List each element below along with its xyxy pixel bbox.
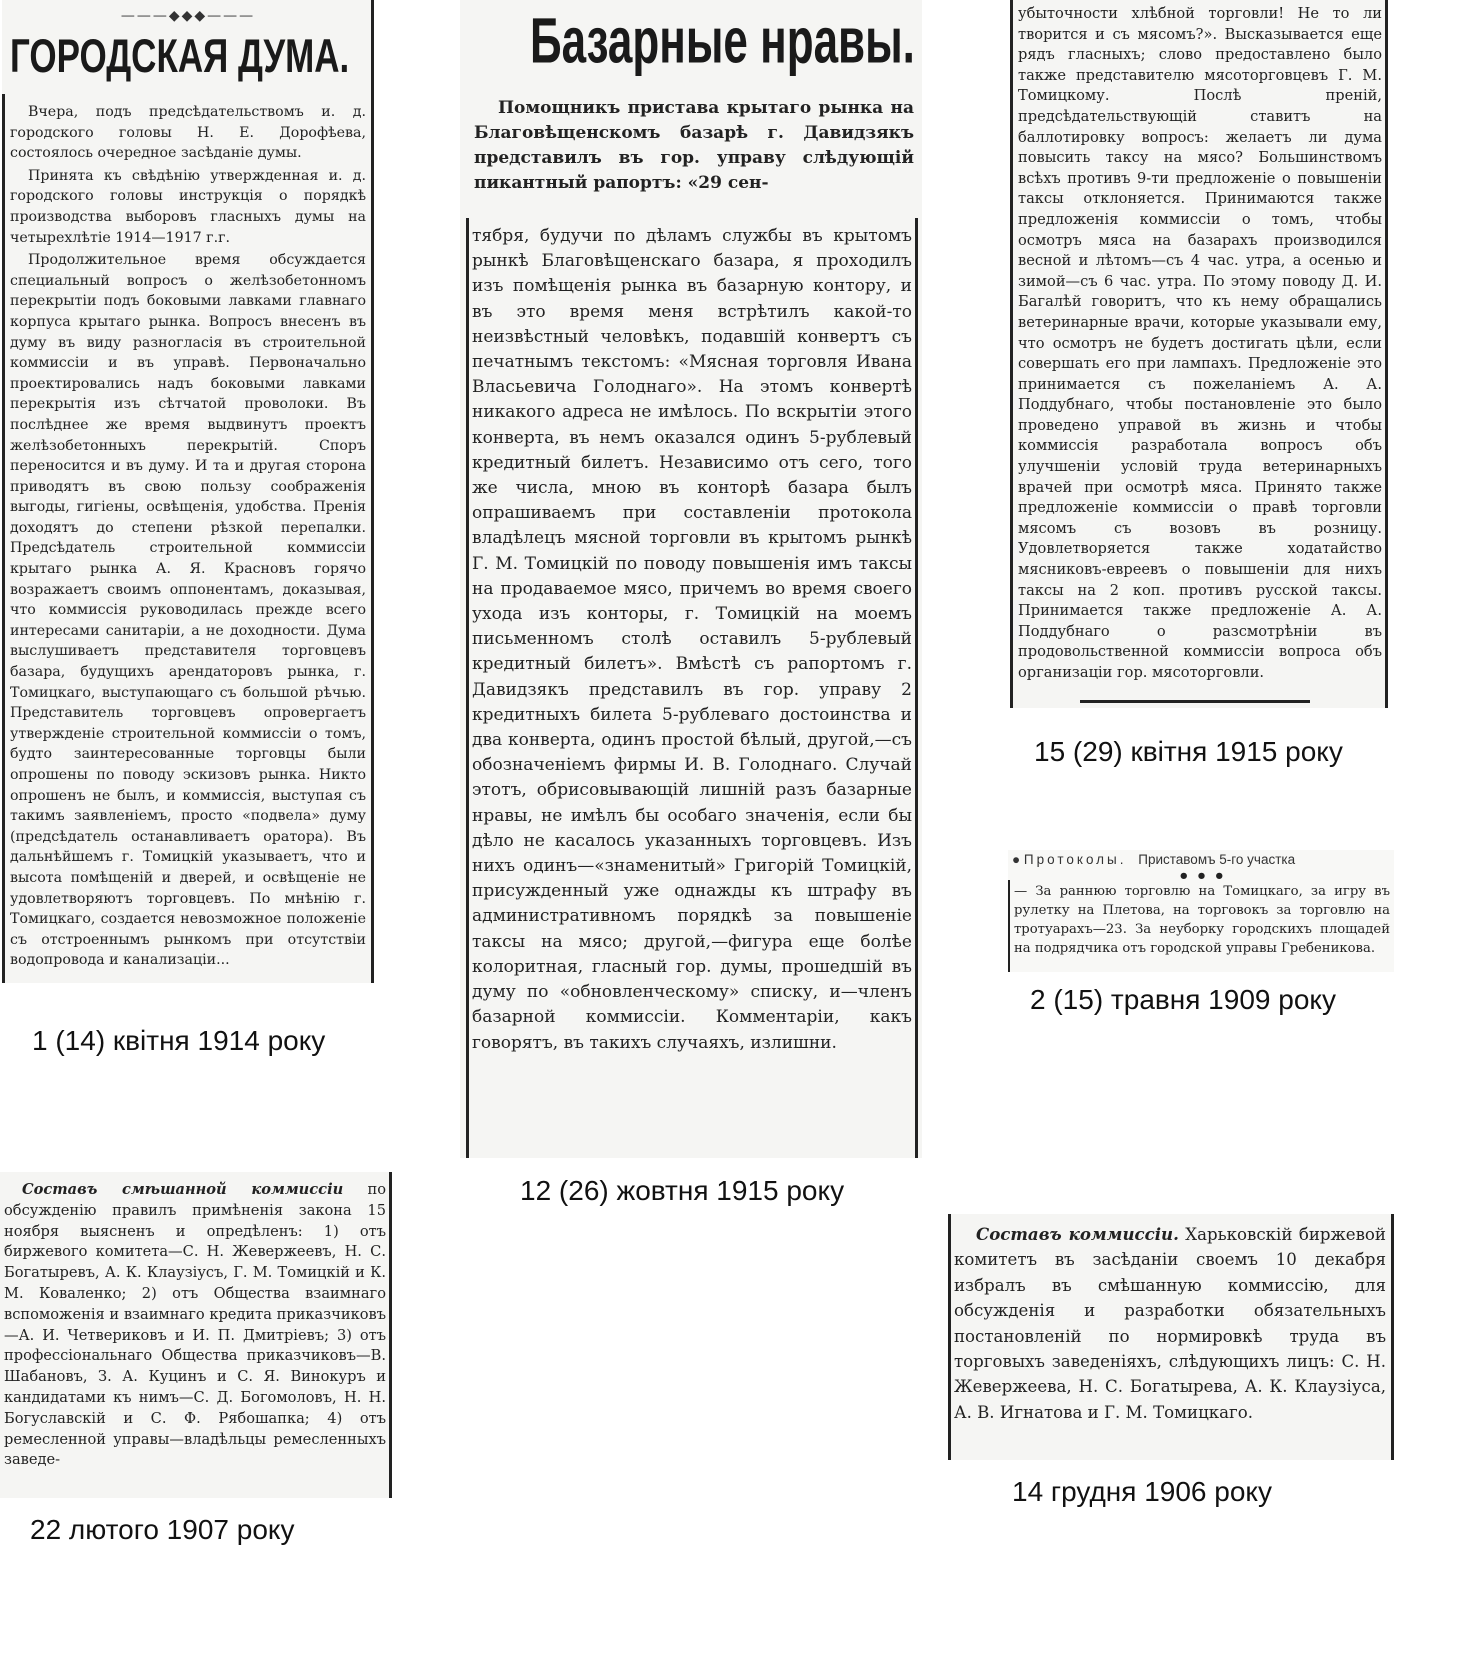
column-rule: [1391, 1214, 1394, 1460]
lead-paragraph: Помощникъ пристава крытаго рынка на Благовѣщенскомъ базарѣ г. Давидзякъ представилъ въ гор. управу слѣдующій пикантный рапортъ: «29 сен-: [474, 98, 914, 193]
clipping-heading: ГОРОДСКАЯ ДУМА.: [10, 30, 350, 83]
paragraph: Вчера, подъ предсѣдательствомъ и. д. городского головы Н. Е. Дорофѣева, состоялось очередное засѣданіе думы.: [10, 104, 366, 162]
clipping-meat-tax: [1010, 0, 1388, 708]
clipping-protocols: [1008, 850, 1394, 972]
column-rule: [466, 218, 469, 1158]
date-caption: 14 грудня 1906 року: [1012, 1476, 1272, 1507]
column-rule: [2, 94, 5, 983]
date-caption: 22 лютого 1907 року: [30, 1514, 295, 1545]
ellipsis-dots: • • •: [1178, 866, 1226, 887]
protocols-header: ● Протоколы. Приставомъ 5-го участка: [1012, 852, 1296, 867]
clipping-bazaar-morals: [460, 0, 922, 1158]
column-rule: [1010, 0, 1013, 708]
body-paragraph: — За раннюю торговлю на Томицкаго, за игру въ рулетку на Плетова, на торговокъ за торговлю на тротуарахъ—23. За неуборку городскихъ площадей на подрядчика отъ городской управы Гребеникова.: [1014, 884, 1390, 956]
date-caption: 1 (14) квітня 1914 року: [32, 1025, 326, 1056]
body-paragraph: Составъ коммиссіи. Харьковскій биржевой комитетъ въ засѣданіи своемъ 10 декабря избралъ въ смѣшанную коммиссію, для обсужденія и разработки обязательныхъ постановленій по нормировкѣ труда въ торговыхъ заведеніяхъ, слѣдующихъ лицъ: С. Н. Жевержеева, Н. С. Богатырева, А. К. Клаузіуса, А. В. Игнатова и Г. М. Томицкаго.: [954, 1224, 1386, 1422]
commission-title: Составъ смѣшанной коммиссіи: [22, 1181, 344, 1198]
paragraph: Продолжительное время обсуждается специальный вопросъ о желѣзобетонномъ перекрытіи подъ боковыми лавками главнаго корпуса крытаго рынка. Вопросъ внесенъ въ думу въ виду разногласія въ строительной коммиссіи и въ управѣ. Первоначально проектировались надъ боковыми лавками перекрытія изъ сѣтчатой проволоки. Въ послѣднее же время выдвинутъ проектъ желѣзобетонныхъ перекрытій. Споръ переносится и въ думу. И та и другая сторона приводятъ въ свою пользу соображенія выгоды, гигіены, освѣщенія, удобства. Пренія доходятъ до степени рѣзкой перепалки. Предсѣдатель строительной коммиссіи крытаго рынка А. Я. Красновъ горячо возражаетъ своимъ оппонентамъ, доказывая, что коммиссія руководилась прежде всего интересами санитаріи, а не доходности. Дума выслушиваетъ представителя торговцевъ базара, будущихъ арендаторовъ рынка, г. Томицкаго, выступающаго съ большой рѣчью. Представитель торговцевъ опровергаетъ утвержденіе строительной коммиссіи о томъ, будто заинтересованные торговцы были опрошены по поводу эскизовъ рынка. Никто опрошенъ не былъ, и коммиссія, выступая съ такимъ заявленіемъ, просто «подвела» думу (предсѣдатель останавливаетъ оратора). Въ дальнѣйшемъ г. Томицкій указываетъ, что и высота помѣщеній и дверей, и освѣщеніе не удовлетворяютъ торговцевъ. По мнѣнію г. Томицкаго, создается невозможное положеніе съ отстроеннымъ рынкомъ при отсутствіи водопровода и канализаціи...: [10, 252, 366, 969]
date-caption: 15 (29) квітня 1915 року: [1034, 736, 1343, 767]
column-rule: [948, 1214, 951, 1460]
ornament-rule: [1080, 700, 1310, 703]
column-rule: [1385, 0, 1388, 708]
commission-title: Составъ коммиссіи.: [976, 1224, 1179, 1244]
column-rule: [915, 218, 918, 1158]
ornament-divider: ———◆◆◆———: [120, 8, 256, 24]
clipping-heading: Базарные нравы.: [530, 6, 915, 78]
column-rule: [1008, 880, 1010, 972]
paragraph: Принята къ свѣдѣнію утвержденная и. д. городского головы инструкція о порядкѣ производства выборовъ гласныхъ думы на четырехлѣтіе 1914—1917 г.г.: [10, 167, 366, 246]
bullet-icon: ●: [1012, 852, 1021, 867]
column-rule: [389, 1172, 392, 1498]
body-paragraph: убыточности хлѣбной торговли! Не то ли творится и съ мясомъ?». Высказывается еще рядъ гласныхъ; слово предоставлено было также представителю мясоторговцевъ Г. М. Томицкому. Послѣ преній, предсѣдательствующій ставитъ на баллотировку вопросъ: желаетъ ли дума повысить таксу на мясо? Большинствомъ всѣхъ противъ 9-ти предложеніе о повышеніи таксы отклоняется. Принимаются также предложенія коммиссіи о томъ, чтобы осмотръ мяса на базарахъ производился весной и лѣтомъ—съ 4 час. утра, а осенью и зимой—съ 6 час. утра. По этому поводу Д. И. Багалѣй говоритъ, что къ нему обращались ветеринарные врачи, которые указывали ему, что осмотръ не будетъ достигать цѣли, если совершать его при лампахъ. Предложеніе это принимается съ пожеланіемъ А. А. Поддубнаго, чтобы постановленіе это было проведено управой въ жизнь и чтобы коммиссія разработала вопросъ объ улучшеніи условій труда ветеринарныхъ врачей при осмотрѣ мяса. Принято также предложеніе коммиссіи о правѣ торговли мясомъ съ возовъ въ розницу. Удовлетворяется также ходатайство мясниковъ-евреевъ о повышеніи для нихъ таксы на 2 коп. противъ русской таксы. Принимается также предложеніе А. А. Поддубнаго о разсмотрѣніи въ продовольственной коммиссіи вопроса объ организаціи гор. мясоторговли.: [1018, 5, 1382, 681]
column-rule: [371, 0, 374, 983]
clipping-city-duma: [2, 0, 374, 983]
clipping-commission: [948, 1214, 1394, 1460]
body-paragraph: Составъ смѣшанной коммиссіи по обсужденію правилъ примѣненія закона 15 ноября выясненъ и опредѣленъ: 1) отъ биржевого комитета—С. Н. Жевержеевъ, Н. С. Богатыревъ, А. К. Клаузіусъ, Г. М. Томицкій и К. М. Коваленко; 2) отъ Общества взаимнаго вспоможенія и взаимнаго кредита приказчиковъ—А. И. Четвериковъ и И. П. Дмитріевъ; 3) отъ профессіональнаго Общества приказчиковъ—В. Шабановъ, З. А. Куцинъ и С. Я. Винокуръ и кандидатами къ нимъ—С. Д. Богомоловъ, Н. Н. Богуславскій и С. Ф. Рябошапка; 4) отъ ремесленной управы—владѣльцы ремесленныхъ заведе-: [4, 1181, 387, 1469]
date-caption: 2 (15) травня 1909 року: [1030, 984, 1336, 1015]
clipping-mixed-commission: [0, 1172, 392, 1498]
date-caption: 12 (26) жовтня 1915 року: [520, 1175, 845, 1206]
body-paragraph: тября, будучи по дѣламъ службы въ крытомъ рынкѣ Благовѣщенскаго базара, я проходилъ изъ помѣщенія рынка въ базарную контору, и въ это время меня встрѣтилъ какой-то неизвѣстный человѣкъ, подавшій конвертъ съ печатнымъ текстомъ: «Мясная торговля Ивана Власьевича Голоднаго». На этомъ конвертѣ никакого адреса не имѣлось. По вскрытіи этого конверта, въ немъ оказался одинъ 5-рублевый кредитный билетъ. Независимо отъ сего, того же числа, мною въ конторѣ базара былъ опрашиваемъ при составленіи протокола владѣлецъ мясной торговли въ крытомъ рынкѣ Г. М. Томицкій по поводу повышенія имъ таксы на продаваемое мясо, причемъ во время своего ухода изъ конторы, г. Томицкій на моемъ письменномъ столѣ оставилъ 5-рублевый кредитный билетъ». Вмѣстѣ съ рапортомъ г. Давидзякъ представилъ въ гор. управу 2 кредитныхъ билета 5-рублеваго достоинства и два конверта, одинъ простой бѣлый, другой,—съ обозначеніемъ фирмы И. В. Голоднаго. Случай этотъ, обрисовывающій лишній разъ базарные нравы, не имѣлъ бы особаго значенія, если бы дѣло не касалось указанныхъ торговцевъ. Изъ нихъ одинъ—«знаменитый» Григорій Томицкій, присужденный уже однажды къ штрафу въ административномъ порядкѣ за повышеніе таксы на мясо; другой,—фигура еще болѣе колоритная, гласный гор. думы, прошедшій въ думу по «обновленческому» списку, и—членъ базарной коммиссіи. Комментаріи, какъ говорятъ, въ такихъ случаяхъ, излишни.: [472, 226, 912, 1053]
